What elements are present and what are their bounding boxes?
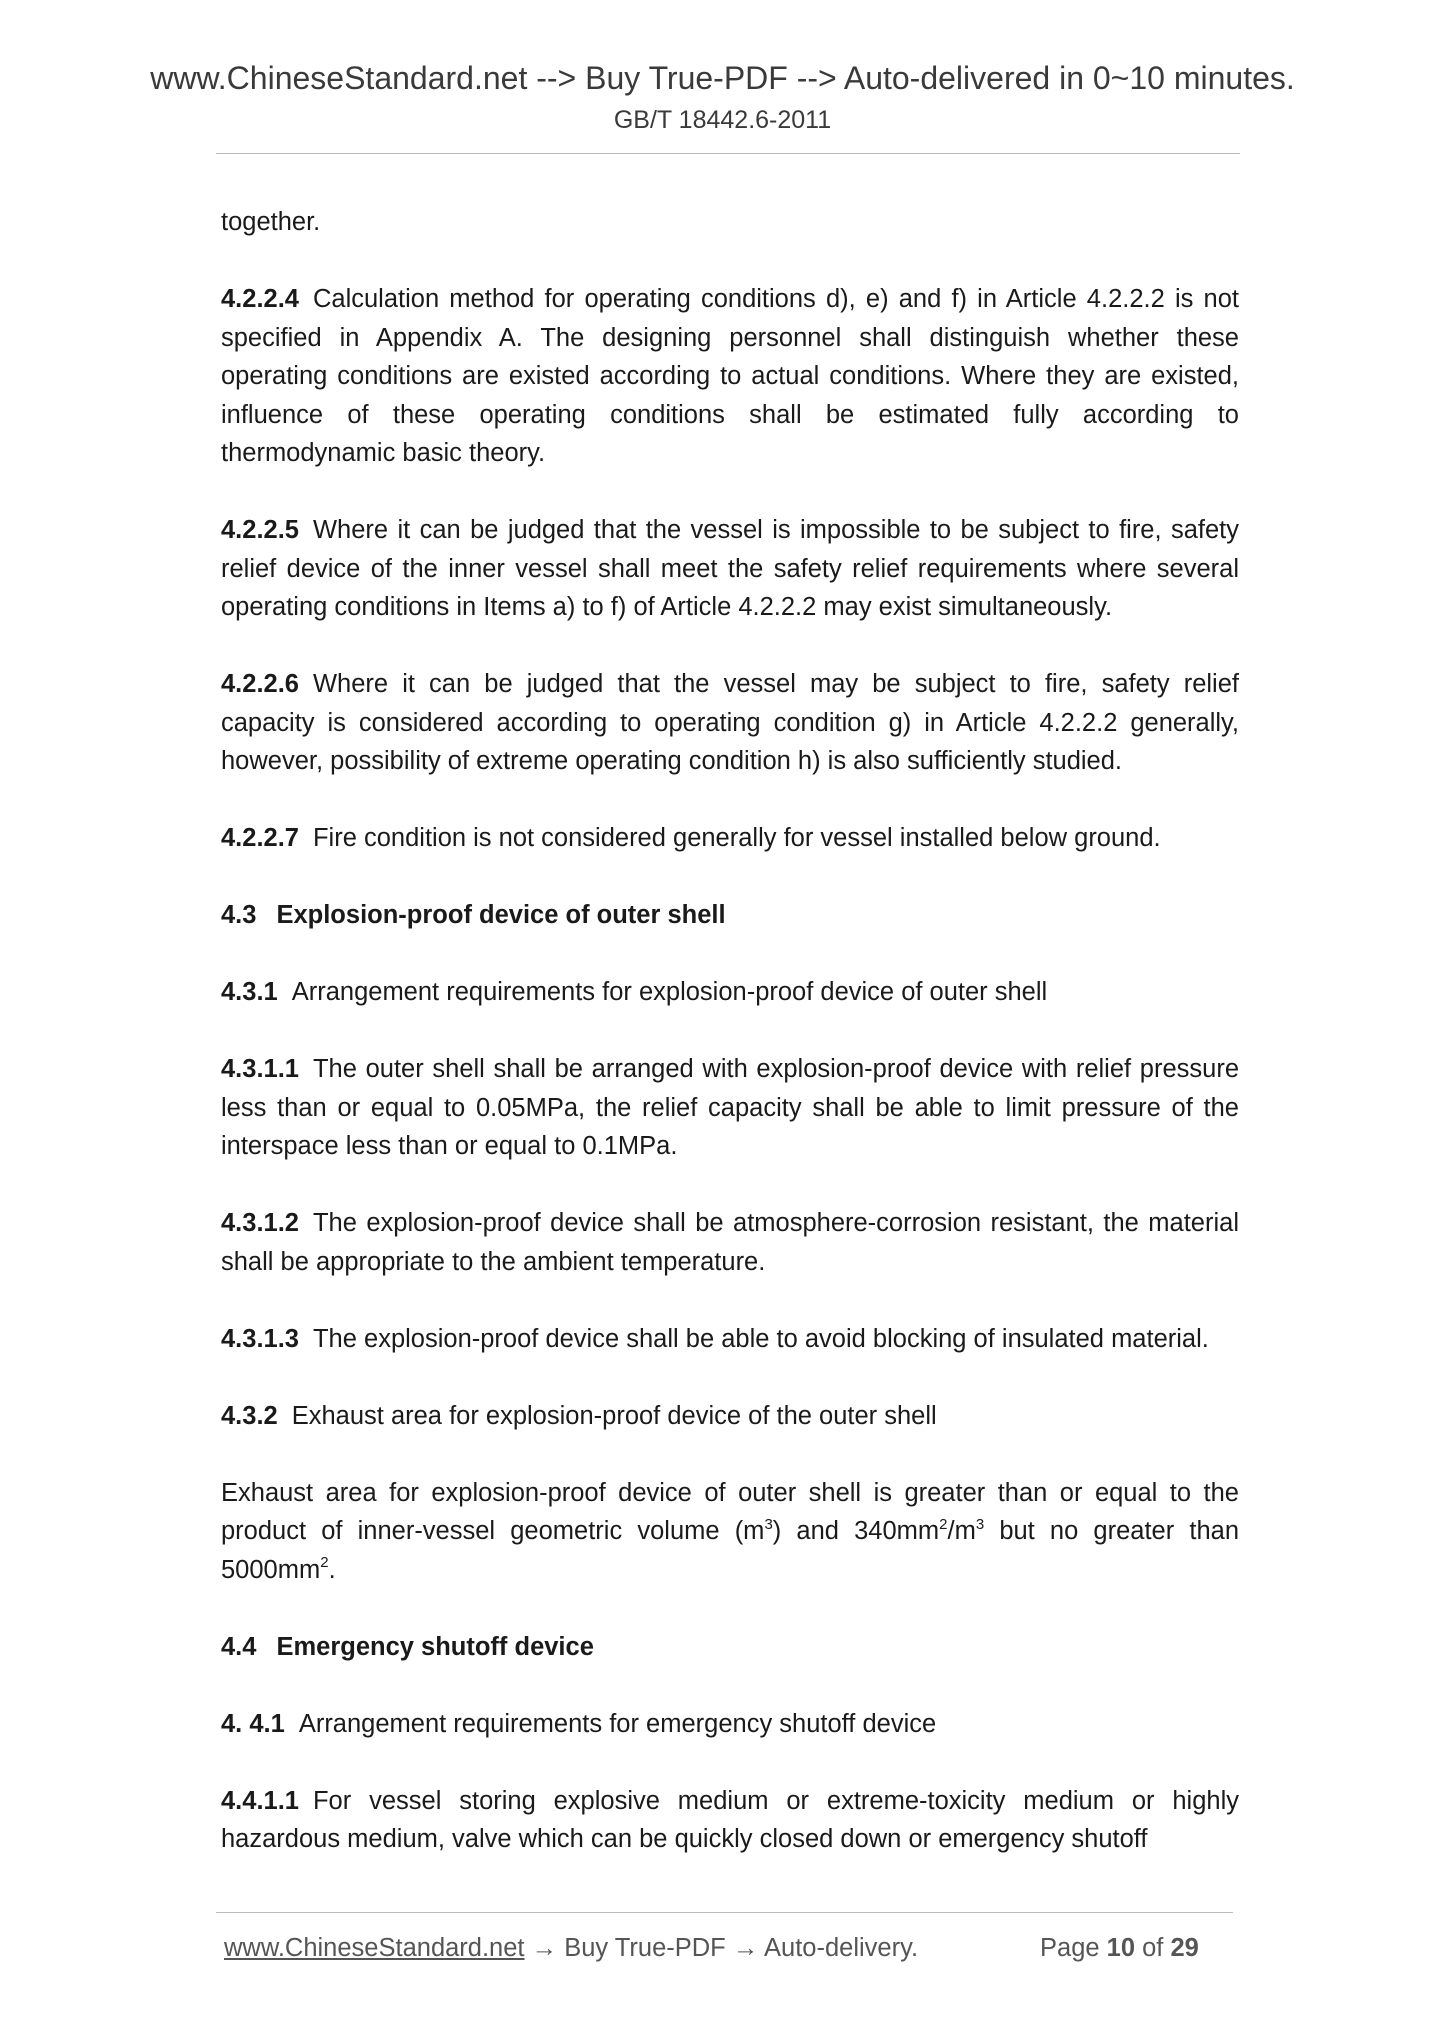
text-run: ) and 340mm bbox=[772, 1517, 940, 1545]
clause-text: Exhaust area for explosion-proof device of the outer shell bbox=[291, 1401, 937, 1430]
clause-text: Where it can be judged that the vessel may be subject to fire, safety relief capacity is considered according to operating condition g) in Article 4.2.2.2 generally, however, possibility of extreme operating condition h) is also sufficiently studied. bbox=[221, 670, 1239, 775]
clause-4-3-2 bbox=[221, 1397, 1239, 1436]
text-run: Exhaust area for explosion-proof device of outer shell is greater than or equal to the product of inner-vessel geometric volume (m bbox=[221, 1478, 1239, 1545]
section-number: 4.3 bbox=[221, 901, 257, 929]
exhaust-area-paragraph bbox=[221, 1474, 1239, 1590]
section-number: 4.4 bbox=[221, 1632, 257, 1661]
clause-text: The outer shell shall be arranged with explosion-proof device with relief pressure less than or equal to 0.05MPa, the relief capacity shall be able to limit pressure of the interspace less than or equal to 0.1MPa. bbox=[221, 1055, 1239, 1160]
page-label: Page bbox=[1040, 1934, 1100, 1962]
clause-text: Arrangement requirements for explosion-proof device of outer shell bbox=[291, 978, 1048, 1006]
clause-4-3-1 bbox=[221, 973, 1239, 1012]
clause-text: Fire condition is not considered generally for vessel installed below ground. bbox=[312, 824, 1161, 852]
page-number: 10 bbox=[1106, 1934, 1136, 1962]
clause-text: Arrangement requirements for emergency shutoff device bbox=[298, 1709, 937, 1738]
clause-4-3-1-2 bbox=[221, 1204, 1239, 1281]
page-total: 29 bbox=[1170, 1934, 1199, 1962]
superscript: 2 bbox=[320, 1554, 329, 1571]
clause-number: 4.2.2.7 bbox=[221, 824, 299, 852]
clause-number: 4. 4.1 bbox=[221, 1709, 285, 1738]
footer-left bbox=[224, 1928, 918, 1968]
clause-text: Calculation method for operating conditions d), e) and f) in Article 4.2.2.2 is not specified in Appendix A. The designing personnel shall distinguish whether these operating conditions are existed according to actual conditions. Where they are existed, influence of these operating conditions shall be estimated fully according to thermodynamic basic theory. bbox=[221, 285, 1239, 467]
arrow-icon: → bbox=[732, 1934, 759, 1962]
clause-4-4-1-1 bbox=[221, 1782, 1239, 1859]
clause-number: 4.3.1.2 bbox=[221, 1209, 299, 1237]
clause-number: 4.4.1.1 bbox=[221, 1786, 299, 1815]
header-divider bbox=[216, 153, 1240, 154]
text-run: . bbox=[328, 1555, 336, 1584]
page-footer bbox=[0, 1928, 1445, 1968]
chinesestandard-link[interactable]: www.ChineseStandard.net bbox=[224, 1934, 525, 1962]
clause-4-2-2-5 bbox=[221, 511, 1239, 627]
clause-number: 4.3.1.3 bbox=[221, 1324, 299, 1353]
clause-4-2-2-4 bbox=[221, 280, 1239, 473]
header-banner: www.ChineseStandard.net --> Buy True-PDF --> Auto-delivered in 0~10 minutes. bbox=[150, 60, 1295, 96]
paragraph-continuation: together. bbox=[221, 208, 321, 236]
clause-number: 4.2.2.4 bbox=[221, 285, 299, 313]
superscript: 3 bbox=[975, 1515, 985, 1533]
clause-number: 4.3.1.1 bbox=[221, 1055, 299, 1083]
clause-number: 4.3.2 bbox=[221, 1401, 278, 1430]
clause-number: 4.3.1 bbox=[221, 978, 278, 1006]
superscript: 2 bbox=[939, 1515, 948, 1533]
clause-text: For vessel storing explosive medium or extreme-toxicity medium or highly hazardous medium, valve which can be quickly closed down or emergency shutoff bbox=[221, 1786, 1239, 1853]
clause-4-3-1-3 bbox=[221, 1320, 1239, 1359]
text-run: but no greater than 5000mm bbox=[221, 1517, 1239, 1584]
text-run: /m bbox=[947, 1517, 976, 1545]
clause-text: The explosion-proof device shall be atmosphere-corrosion resistant, the material shall be appropriate to the ambient temperature. bbox=[221, 1209, 1239, 1276]
clause-4-2-2-7 bbox=[221, 819, 1239, 858]
clause-number: 4.2.2.5 bbox=[221, 516, 299, 544]
clause-number: 4.2.2.6 bbox=[221, 670, 299, 698]
arrow-icon: → bbox=[531, 1934, 558, 1962]
section-heading-4-4 bbox=[221, 1628, 1239, 1667]
superscript: 3 bbox=[764, 1515, 773, 1533]
standard-number: GB/T 18442.6-2011 bbox=[613, 106, 832, 134]
document-body bbox=[221, 203, 1239, 1897]
section-title: Explosion-proof device of outer shell bbox=[276, 901, 726, 929]
footer-divider bbox=[216, 1912, 1233, 1913]
clause-4-3-1-1 bbox=[221, 1050, 1239, 1166]
section-heading-4-3 bbox=[221, 896, 1239, 935]
section-title: Emergency shutoff device bbox=[276, 1632, 594, 1661]
buy-text: Buy True-PDF bbox=[564, 1934, 726, 1962]
clause-4-2-2-6 bbox=[221, 665, 1239, 781]
auto-delivery-text: Auto-delivery. bbox=[764, 1934, 919, 1962]
clause-text: Where it can be judged that the vessel is impossible to be subject to fire, safety relief device of the inner vessel shall meet the safety relief requirements where several operating conditions in Items a) to f) of Article 4.2.2.2 may exist simultaneously. bbox=[221, 516, 1239, 621]
of-label: of bbox=[1142, 1934, 1164, 1962]
clause-4-4-1 bbox=[221, 1705, 1239, 1744]
page-indicator bbox=[1040, 1928, 1199, 1968]
clause-text: The explosion-proof device shall be able to avoid blocking of insulated material. bbox=[312, 1324, 1209, 1353]
